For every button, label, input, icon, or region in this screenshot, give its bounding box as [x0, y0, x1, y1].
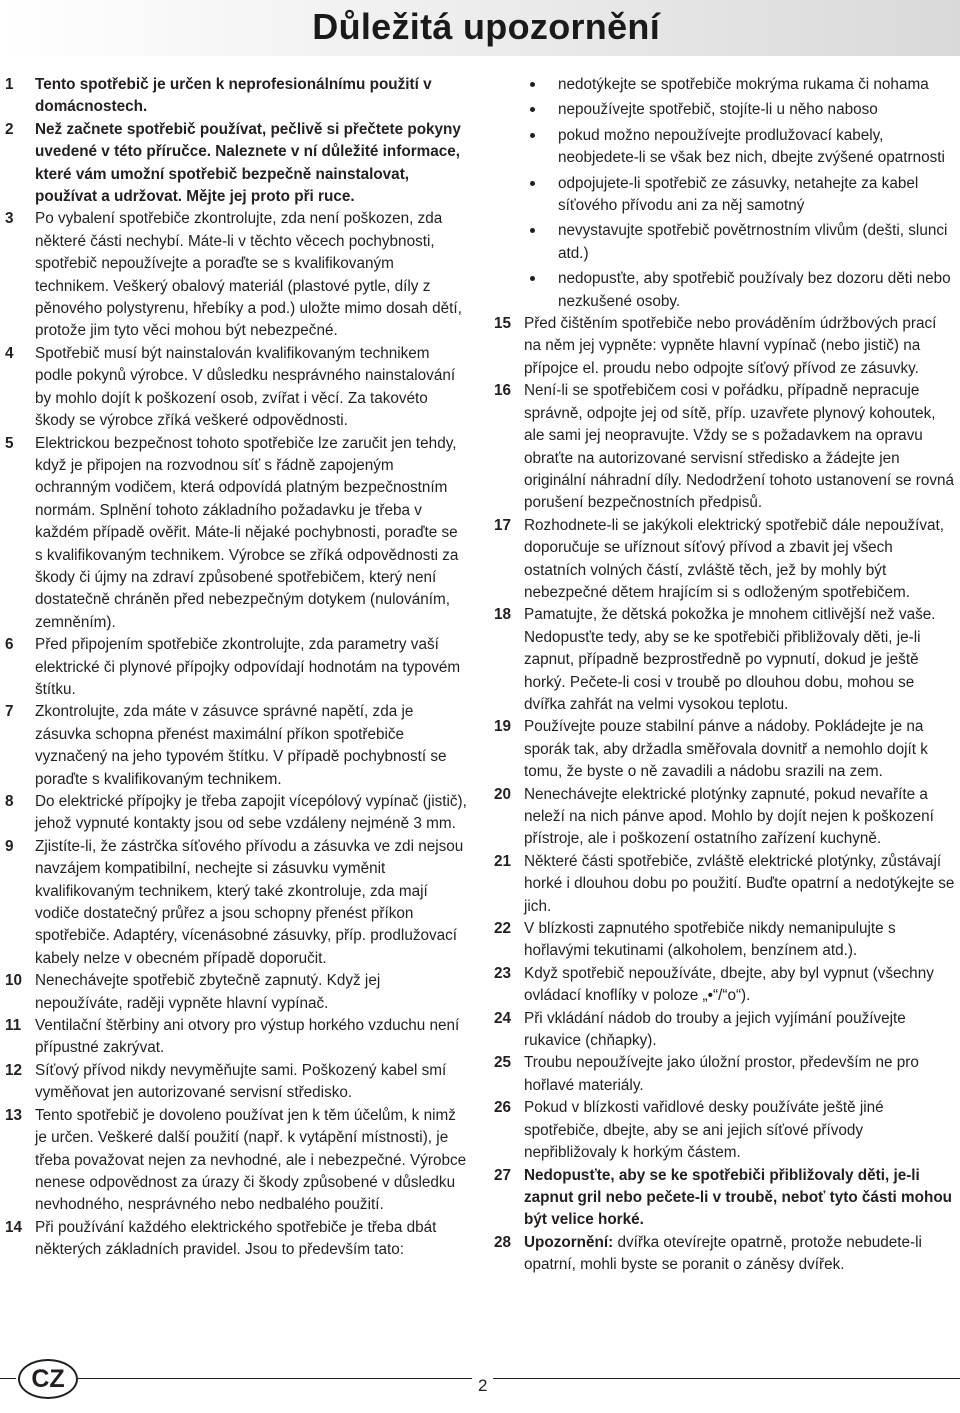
item-number: 14: [5, 1218, 23, 1236]
item-number: 15: [494, 315, 512, 333]
item-text: Pamatujte, že dětská pokožka je mnohem citlivější než vaše. Nedopusťte tedy, aby se ke spotřebiči přibližovaly děti, je-li zapnut, případně bezprostředně po vypnutí, dokud je ještě horký. Pečete-li cosi v troubě po dlouhou dobu, mohou se dvířka zahřát na velmi vysokou teplotu.: [524, 606, 936, 713]
bullet-item: nedotýkejte se spotřebiče mokrýma rukama či nohama: [524, 74, 956, 96]
bullet-item: nepoužívejte spotřebič, stojíte-li u něho naboso: [524, 99, 956, 121]
list-item: [494, 313, 956, 380]
item-bold-text: Než začnete spotřebič používat, pečlivě si přečtete pokyny uvedené v této příručce. Naleznete v ní důležité informace, které vám umožní spotřebič bezpečně nainstalovat, používat a udržovat. Mějte jej proto při ruce.: [35, 120, 461, 206]
list-item: [494, 1052, 956, 1097]
item-number: 26: [494, 1099, 512, 1117]
list-item: [494, 1165, 956, 1232]
list-item: [494, 784, 956, 851]
item-number: 24: [494, 1009, 512, 1027]
item-number: 7: [5, 703, 14, 721]
item-number: 11: [5, 1017, 22, 1035]
item-text: Nenechávejte elektrické plotýnky zapnuté, pokud nevaříte a neleží na nich pánve apod. Mohlo by dojít nejen k poškození přístroje, ale i poškození ostatního zařízení kuchyně.: [524, 785, 934, 848]
item-number: 27: [494, 1166, 512, 1184]
list-item: [494, 918, 956, 963]
item-text: Zjistíte-li, že zástrčka síťového přívodu a zásuvka ve zdi nejsou navzájem kompatibilní, nechejte si zásuvku vyměnit kvalifikovaným technikem, který také zkontroluje, zda mají vodiče dostatečný průřez a jsou schopny přenést příkon spotřebiče. Adaptéry, vícenásobné zásuvky, příp. prodlužovací kabely nelze v obecném případě doporučit.: [35, 837, 464, 967]
right-column: [494, 74, 956, 1277]
list-item: [494, 1232, 956, 1277]
item-number: 2: [5, 120, 14, 138]
list-item: [5, 433, 467, 635]
item-text: Před čištěním spotřebiče nebo prováděním údržbových prací na něm jej vypněte: vypněte hlavní vypínač (nebo jistič) na přípojce el. proudu nebo odpojte síťový přívod ze zásuvky.: [524, 315, 937, 377]
bullet-item: odpojujete-li spotřebič ze zásuvky, netahejte za kabel síťového přívodu ani za něj samotný: [524, 173, 956, 218]
list-item: [494, 716, 956, 783]
list-item: [5, 1217, 467, 1262]
list-item: [494, 1008, 956, 1053]
item-number: 18: [494, 606, 512, 624]
item-number: 12: [5, 1061, 23, 1079]
item-bold-text: Nedopusťte, aby se ke spotřebiči přibližovaly děti, je-li zapnut gril nebo pečete-li v troubě, neboť tyto části mohou být velice horké.: [524, 1166, 953, 1229]
list-item: [494, 604, 956, 716]
footer-rule-left: [0, 1378, 16, 1379]
item-text: Není-li se spotřebičem cosi v pořádku, případně nepracuje správně, odpojte jej od sítě, příp. uzavřete plynový kohoutek, ale sami jej neopravujte. Vždy se s požadavkem na opravu obraťte na autorizované servisní středisko a žádejte jen originální náhradní díly. Nedodržení tohoto ustanovení se rovná porušení bezpečnostních předpisů.: [524, 382, 955, 512]
bullet-item: pokud možno nepoužívejte prodlužovací kabely, neobjedete-li se však bez nich, dbejte zvýšené opatrnosti: [524, 125, 956, 170]
item-number: 17: [494, 516, 512, 534]
item-bold-text: Upozornění:: [524, 1233, 614, 1251]
item-number: 6: [5, 636, 14, 654]
item-text: Některé části spotřebiče, zvláště elektrické plotýnky, zůstávají horké i dlouhou dobu po použití. Buďte opatrní a nedotýkejte se jich.: [524, 852, 955, 915]
item-text: Při vkládání nádob do trouby a jejich vyjímání používejte rukavice (chňapky).: [524, 1009, 906, 1050]
page-title: Důležitá upozornění: [312, 6, 660, 47]
item-text: dvířka otevírejte opatrně, protože nebudete-li opatrní, mohli byste se poranit o záněsy dvířek.: [524, 1233, 922, 1274]
list-item: [5, 1105, 467, 1217]
bullet-item: nedopusťte, aby spotřebič používaly bez dozoru děti nebo nezkušené osoby.: [524, 268, 956, 313]
item-text: Když spotřebič nepoužíváte, dbejte, aby byl vypnut (všechny ovládací knoflíky v poloze „•“/“o“).: [524, 964, 934, 1005]
item-number: 19: [494, 718, 512, 736]
item-text: Pokud v blízkosti vařidlové desky používáte ještě jiné spotřebiče, dbejte, aby se ani jejich síťové přívody nepřibližovaly k horkým částem.: [524, 1099, 884, 1162]
item-text: Ventilační štěrbiny ani otvory pro výstup horkého vzduchu není přípustné zakrývat.: [35, 1017, 460, 1057]
item-text: Síťový přívod nikdy nevyměňujte sami. Poškozený kabel smí vyměňovat jen autorizované servisní středisko.: [35, 1061, 447, 1102]
list-item: [494, 380, 956, 514]
list-item: [5, 701, 467, 791]
item-text: Před připojením spotřebiče zkontrolujte, zda parametry vaší elektrické či plynové přípojky odpovídají hodnotám na typovém štítku.: [35, 636, 461, 698]
list-item: [5, 208, 467, 342]
item-text: V blízkosti zapnutého spotřebiče nikdy nemanipulujte s hořlavými tekutinami (alkoholem, benzínem atd.).: [524, 920, 896, 960]
left-column: [5, 74, 467, 1262]
item-text: Nenechávejte spotřebič zbytečně zapnutý. Když jej nepoužíváte, raději vypněte hlavní vypínač.: [35, 972, 381, 1012]
item-number: 21: [494, 852, 512, 870]
list-item: [5, 836, 467, 970]
list-item: [5, 343, 467, 433]
item-bold-text: Tento spotřebič je určen k neprofesionálnímu použití v domácnostech.: [35, 76, 432, 116]
item-text: Elektrickou bezpečnost tohoto spotřebiče lze zaručit jen tehdy, když je připojen na rozvodnou síť s řádně zapojeným ochranným vodičem, která odpovídá platným bezpečnostním normám. Splnění tohoto základního požadavku je třeba v každém případě ověřit. Máte-li nějaké pochybnosti, poraďte se s kvalifikovaným technikem. Výrobce se zříká odpovědnosti za škody či újmy na zdraví způsobené spotřebičem, který není dostatečně chráněn před nebezpečným dotykem (nulováním, zemněním).: [35, 434, 459, 631]
item-text: Po vybalení spotřebiče zkontrolujte, zda není poškozen, zda některé části nechybí. Máte-li v těchto věcech pochybnosti, spotřebič nepoužívejte a poraďte se s kvalifikovaným technikem. Veškerý obalový materiál (plastové pytle, díly z pěnového polystyrenu, hřebíky a pod.) uložte mimo dosah dětí, protože jim tyto věci mohou být nebezpečné.: [35, 210, 462, 340]
footer-rule-right: [78, 1378, 960, 1379]
list-item: [494, 1097, 956, 1164]
list-item: [494, 515, 956, 605]
item-text: Používejte pouze stabilní pánve a nádoby. Pokládejte je na sporák tak, aby držadla směřovala dovnitř a nemohlo dojít k tomu, že byste o ně zavadili a nádobu srazili na zem.: [524, 718, 928, 781]
bullet-item: nevystavujte spotřebič povětrnostním vlivům (dešti, slunci atd.): [524, 220, 956, 265]
item-number: 9: [5, 837, 14, 855]
item-text: Tento spotřebič je dovoleno používat jen k těm účelům, k nimž je určen. Veškeré další použití (např. k vytápění místnosti), je třeba považovat nejen za nevhodné, ale i nebezpečné. Výrobce nenese odpovědnost za úrazy či škody způsobené v důsledku nevhodného, nesprávného nebo nedbalého použití.: [35, 1106, 467, 1214]
list-item: [494, 851, 956, 918]
item-text: Spotřebič musí být nainstalován kvalifikovaným technikem podle pokynů výrobce. V důsledku nesprávného nainstalování by mohlo dojít k poškození osob, zvířat i věcí. Za takovéto škody se výrobce zříká veškeré odpovědnosti.: [35, 344, 456, 430]
item-text: Troubu nepoužívejte jako úložní prostor, především ne pro hořlavé materiály.: [524, 1054, 919, 1094]
item-text: Do elektrické přípojky je třeba zapojit vícepólový vypínač (jistič), jehož vypnuté kontakty jsou od sebe vzdáleny nejméně 3 mm.: [35, 793, 467, 833]
item-number: 25: [494, 1054, 512, 1072]
item-number: 16: [494, 382, 512, 400]
right-items: [494, 313, 956, 1276]
list-item: [5, 1015, 467, 1060]
list-item: [5, 1060, 467, 1105]
list-item: [494, 963, 956, 1008]
bullet-list: [494, 74, 956, 313]
list-item: [5, 970, 467, 1015]
item-number: 22: [494, 920, 512, 938]
item-number: 28: [494, 1233, 512, 1251]
item-text: Při používání každého elektrického spotřebiče je třeba dbát některých základních pravidel. Jsou to především tato:: [35, 1218, 437, 1259]
country-badge: CZ: [18, 1359, 78, 1399]
item-number: 23: [494, 964, 512, 982]
list-item: [5, 791, 467, 836]
page-number: 2: [472, 1376, 493, 1396]
list-item: [5, 119, 467, 209]
item-text: Rozhodnete-li se jakýkoli elektrický spotřebič dále nepoužívat, doporučuje se uříznout síťový přívod a zbavit jej všech ostatních volných částí, zvláště těch, jež by mohly být nebezpečné dětem hrajícím si s odloženým spotřebičem.: [524, 516, 945, 601]
header-band: [0, 0, 960, 56]
item-number: 13: [5, 1106, 23, 1124]
list-item: [5, 74, 467, 119]
item-number: 10: [5, 972, 23, 990]
item-number: 3: [5, 210, 14, 228]
item-number: 20: [494, 785, 512, 803]
item-text: Zkontrolujte, zda máte v zásuvce správné napětí, zda je zásuvka schopna přenést maximální příkon spotřebiče vyznačený na jeho typovém štítku. V případě pochybností se poraďte s kvalifikovaným technikem.: [35, 703, 447, 788]
item-number: 8: [5, 793, 14, 810]
item-number: 1: [5, 76, 14, 93]
item-number: 5: [5, 434, 14, 452]
item-number: 4: [5, 344, 14, 362]
list-item: [5, 634, 467, 701]
